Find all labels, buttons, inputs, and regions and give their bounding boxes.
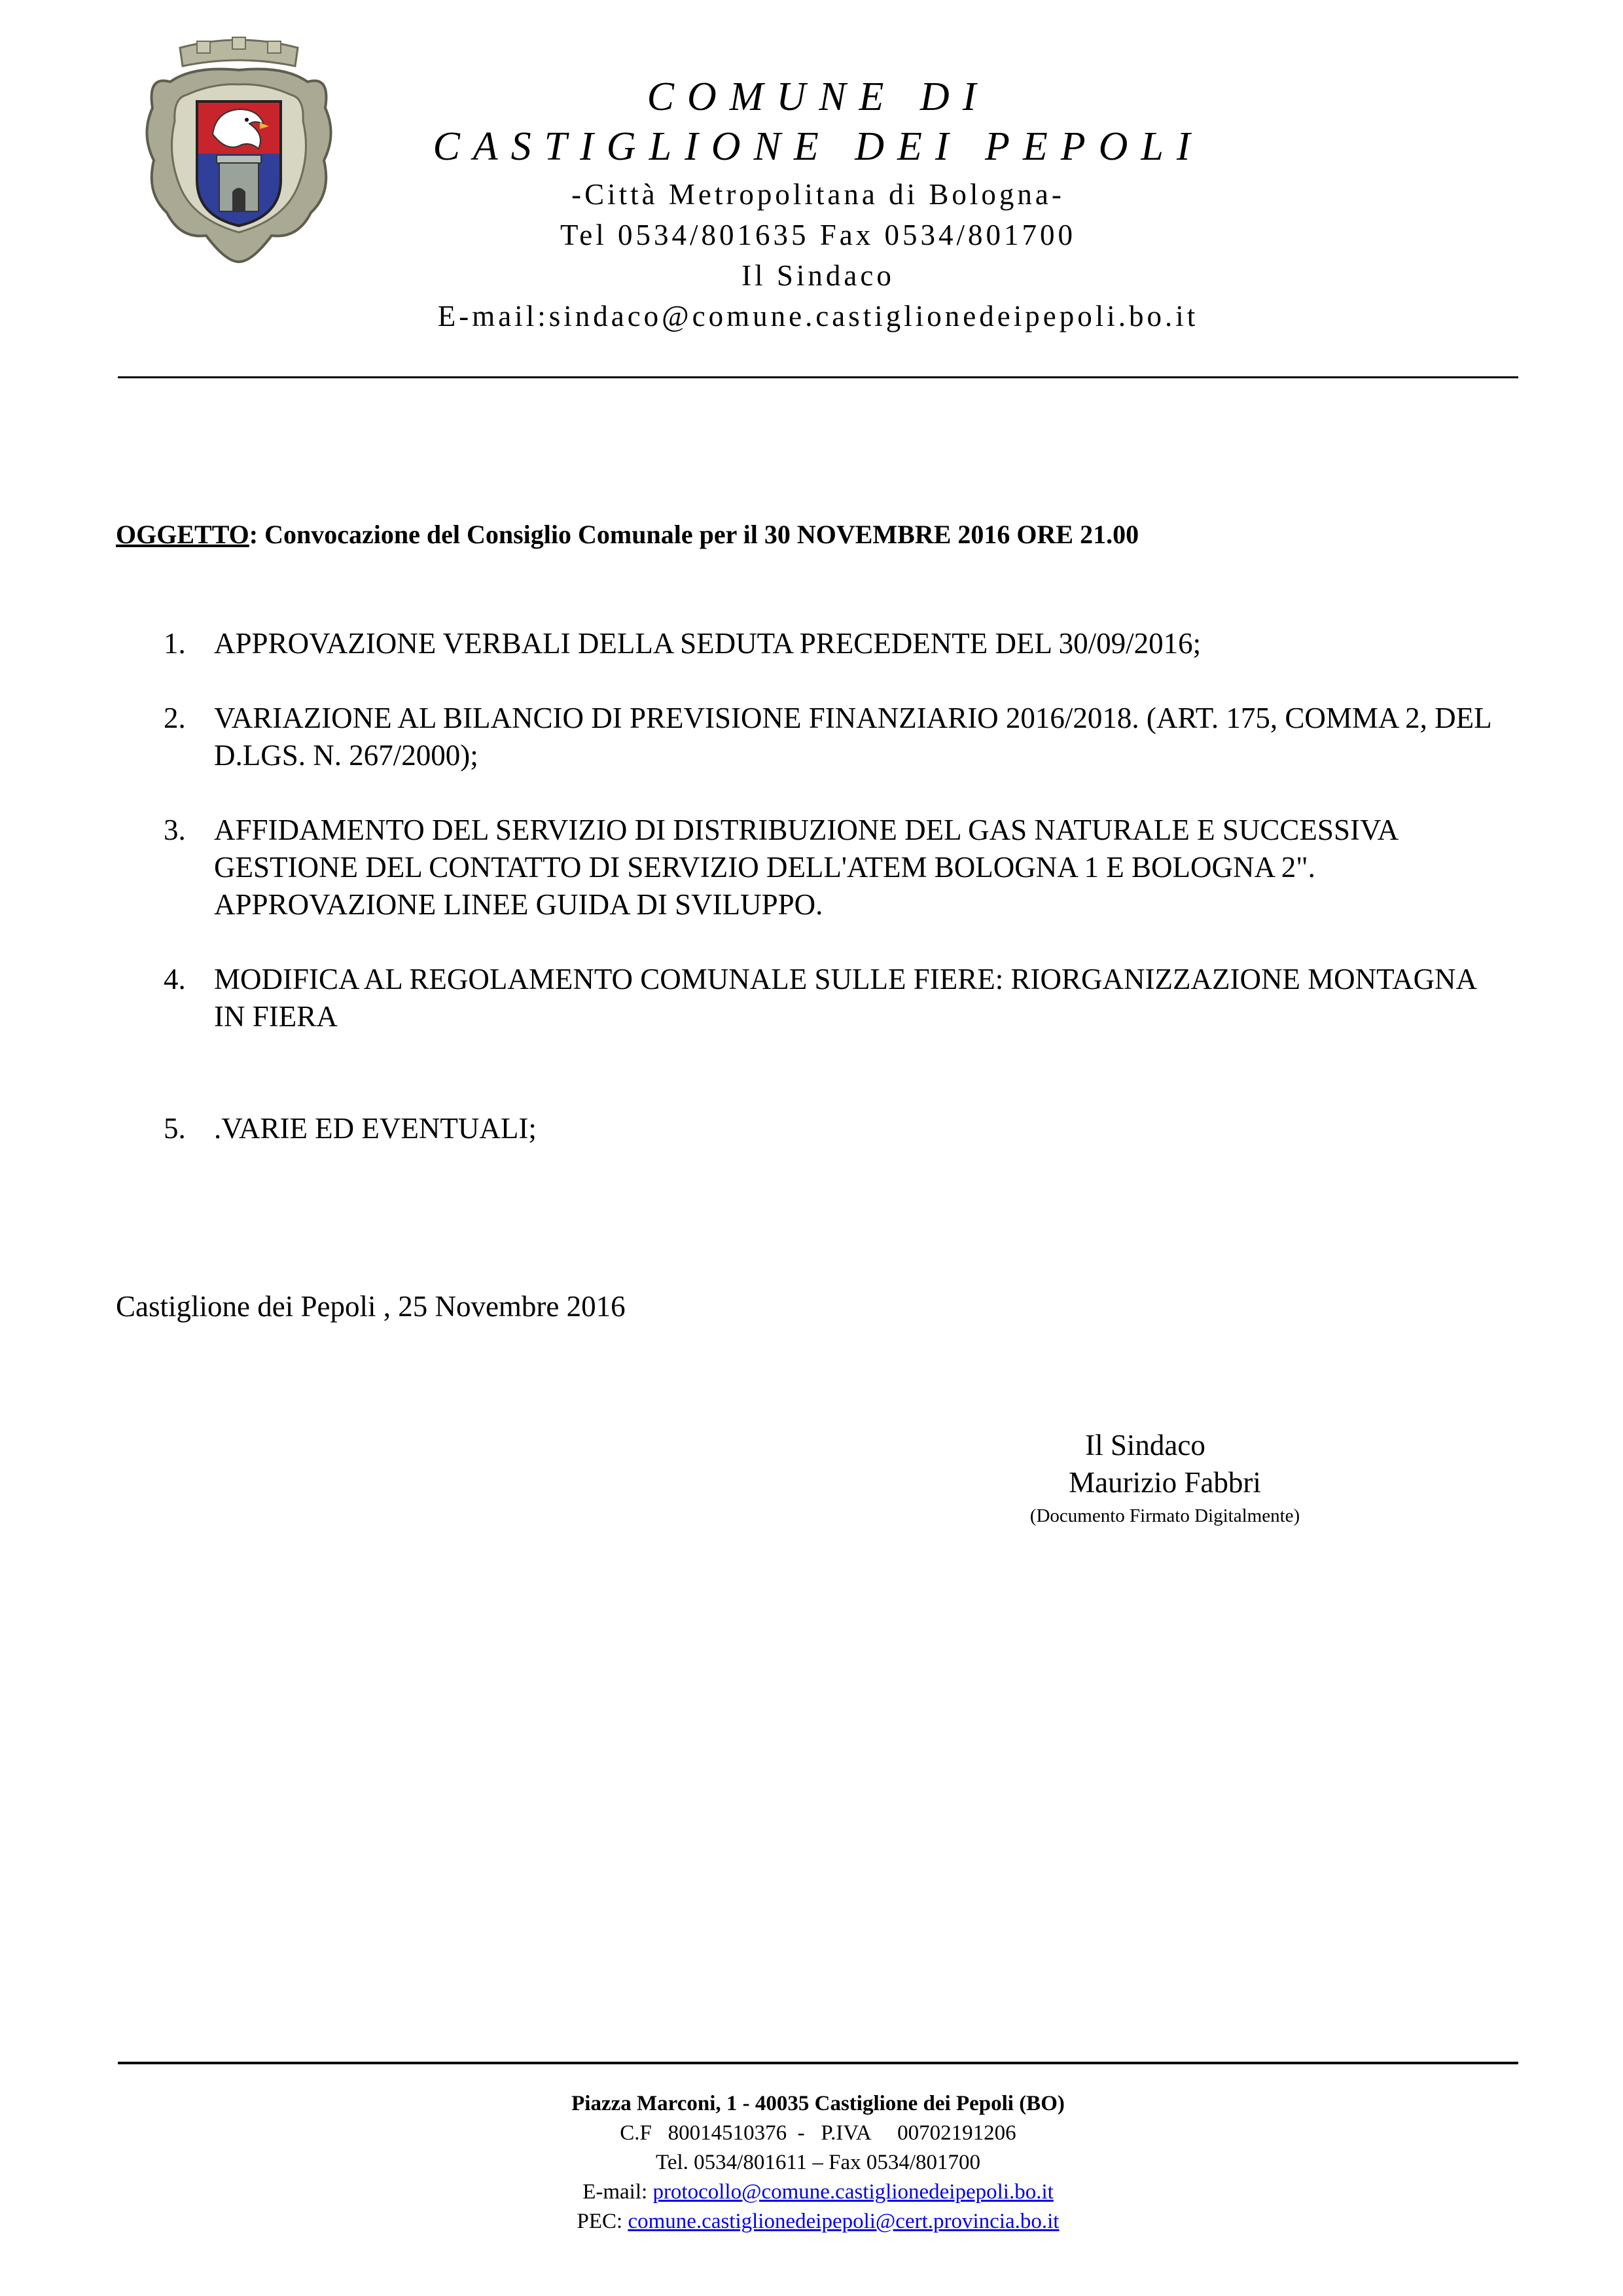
- header-divider: [118, 376, 1518, 378]
- footer: [118, 2089, 1518, 2236]
- subject-label: OGGETTO: [116, 520, 249, 549]
- header-subtitle: -Città Metropolitana di Bologna-: [571, 178, 1065, 211]
- footer-pec-line: [118, 2207, 1518, 2236]
- signature-note: (Documento Firmato Digitalmente): [1029, 1505, 1300, 1526]
- agenda-item-text: AFFIDAMENTO DEL SERVIZIO DI DISTRIBUZIONE DEL GAS NATURALE E SUCCESSIVA GESTIONE DEL CONTATTO DI SERVIZIO DELL'ATEM BOLOGNA 1 E BOLOGNA 2". APPROVAZIONE LINEE GUIDA DI SVILUPPO.: [214, 814, 1397, 921]
- agenda-item-number: 5.: [164, 1112, 186, 1145]
- agenda-item: [164, 812, 1505, 924]
- place-and-date: Castiglione dei Pepoli , 25 Novembre 2016: [116, 1290, 626, 1323]
- agenda-list: [164, 625, 1505, 1147]
- agenda-item: [164, 1110, 1505, 1147]
- footer-divider: [118, 2062, 1518, 2064]
- header-office: Il Sindaco: [741, 259, 895, 292]
- signature-block: [982, 1427, 1348, 1530]
- signature-name: Maurizio Fabbri: [1069, 1466, 1261, 1499]
- header-title-line2: CASTIGLIONE DEI PEPOLI: [433, 124, 1204, 169]
- footer-pec-link[interactable]: comune.castiglionedeipepoli@cert.provincia.bo.it: [628, 2210, 1060, 2233]
- subject-line: [116, 519, 1139, 550]
- footer-email-link[interactable]: protocollo@comune.castiglionedeipepoli.bo.it: [652, 2180, 1054, 2204]
- agenda-item-number: 4.: [164, 963, 186, 996]
- tower-icon: [217, 155, 261, 211]
- agenda-item-text: APPROVAZIONE VERBALI DELLA SEDUTA PRECEDENTE DEL 30/09/2016;: [214, 627, 1202, 660]
- agenda-item: [164, 700, 1505, 774]
- agenda-item-text: VARIAZIONE AL BILANCIO DI PREVISIONE FINANZIARIO 2016/2018. (ART. 175, COMMA 2, DEL D.LGS. N. 267/2000);: [214, 702, 1491, 772]
- agenda-item-number: 3.: [164, 814, 186, 846]
- header-title-line1: COMUNE DI: [647, 75, 990, 119]
- footer-phone: Tel. 0534/801611 – Fax 0534/801700: [655, 2151, 981, 2174]
- footer-email-line: [118, 2178, 1518, 2207]
- municipal-crest-logo: [134, 36, 344, 265]
- agenda-item-number: 2.: [164, 702, 186, 734]
- header-email: E-mail:sindaco@comune.castiglionedeipepoli.bo.it: [437, 300, 1199, 332]
- header-phone: Tel 0534/801635 Fax 0534/801700: [560, 219, 1077, 251]
- footer-address: Piazza Marconi, 1 - 40035 Castiglione dei Pepoli (BO): [571, 2092, 1065, 2115]
- signature-role: Il Sindaco: [1085, 1429, 1205, 1462]
- footer-email-label: E-mail:: [582, 2180, 653, 2204]
- subject-text: : Convocazione del Consiglio Comunale per il 30 NOVEMBRE 2016 ORE 21.00: [249, 520, 1139, 549]
- crest-crown-icon: [180, 37, 298, 66]
- agenda-item: [164, 961, 1505, 1035]
- footer-fiscal: C.F 80014510376 - P.IVA 00702191206: [620, 2121, 1016, 2145]
- agenda-item-text: MODIFICA AL REGOLAMENTO COMUNALE SULLE FIERE: RIORGANIZZAZIONE MONTAGNA IN FIERA: [214, 963, 1476, 1033]
- agenda-item-number: 1.: [164, 627, 186, 660]
- agenda-item-text: .VARIE ED EVENTUALI;: [214, 1112, 537, 1145]
- letterhead: [366, 72, 1270, 336]
- footer-pec-label: PEC:: [577, 2210, 628, 2233]
- agenda-item: [164, 625, 1505, 662]
